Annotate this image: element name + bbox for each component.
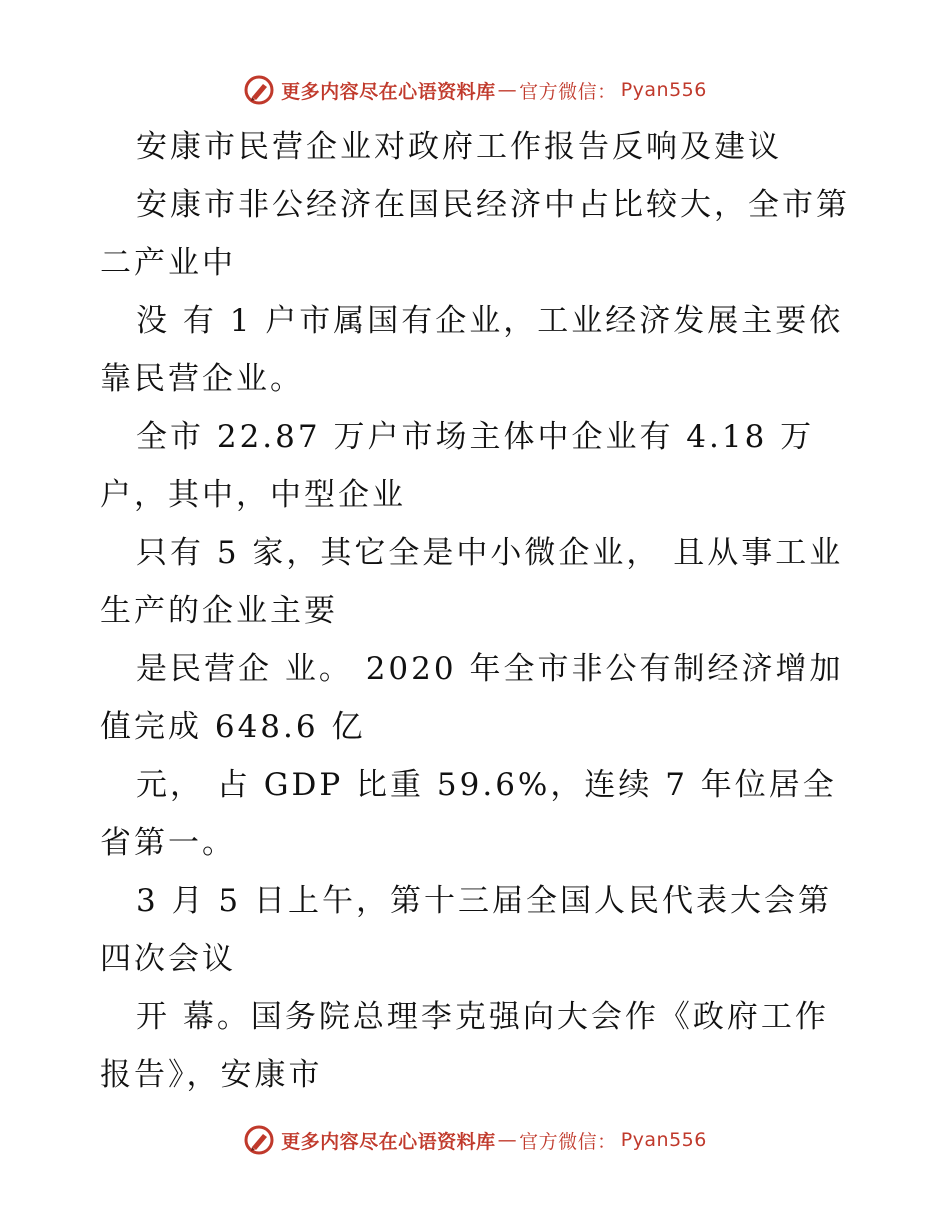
header-banner (0, 70, 950, 110)
paragraph: 没 有 1 户市属国有企业，工业经济发展主要依靠民营企业。 (100, 303, 844, 397)
paragraph: 安康市非公经济在国民经济中占比较大，全市第二产业中 (100, 187, 850, 281)
wechat-label: 官方微信： (519, 1130, 617, 1153)
footer-banner (0, 1120, 950, 1160)
banner-dash: — (497, 1129, 518, 1151)
wechat-id: Pyan556 (620, 79, 707, 101)
paragraph: 3 月 5 日上午，第十三届全国人民代表大会第四次会议 (100, 883, 833, 977)
wechat-id: Pyan556 (620, 1129, 707, 1151)
pen-circle-icon (243, 74, 275, 106)
paragraph: 开 幕。国务院总理李克强向大会作《政府工作报告》，安康市 (100, 999, 829, 1093)
paragraph: 元， 占 GDP 比重 59.6%，连续 7 年位居全省第一。 (100, 767, 837, 861)
promo-text: 更多内容尽在心语资料库 (281, 1130, 496, 1153)
wechat-label: 官方微信： (519, 80, 617, 103)
banner-dash: — (497, 79, 518, 101)
paragraph: 全市 22.87 万户市场主体中企业有 4.18 万户，其中，中型企业 (100, 419, 815, 513)
pen-circle-icon (243, 1124, 275, 1156)
promo-text: 更多内容尽在心语资料库 (281, 80, 496, 103)
paragraph: 是民营企 业。 2020 年全市非公有制经济增加值完成 648.6 亿 (100, 651, 844, 745)
document-body (100, 118, 860, 1104)
paragraph: 只有 5 家，其它全是中小微企业， 且从事工业生产的企业主要 (100, 535, 844, 629)
document-title: 安康市民营企业对政府工作报告反响及建议 (136, 129, 782, 165)
